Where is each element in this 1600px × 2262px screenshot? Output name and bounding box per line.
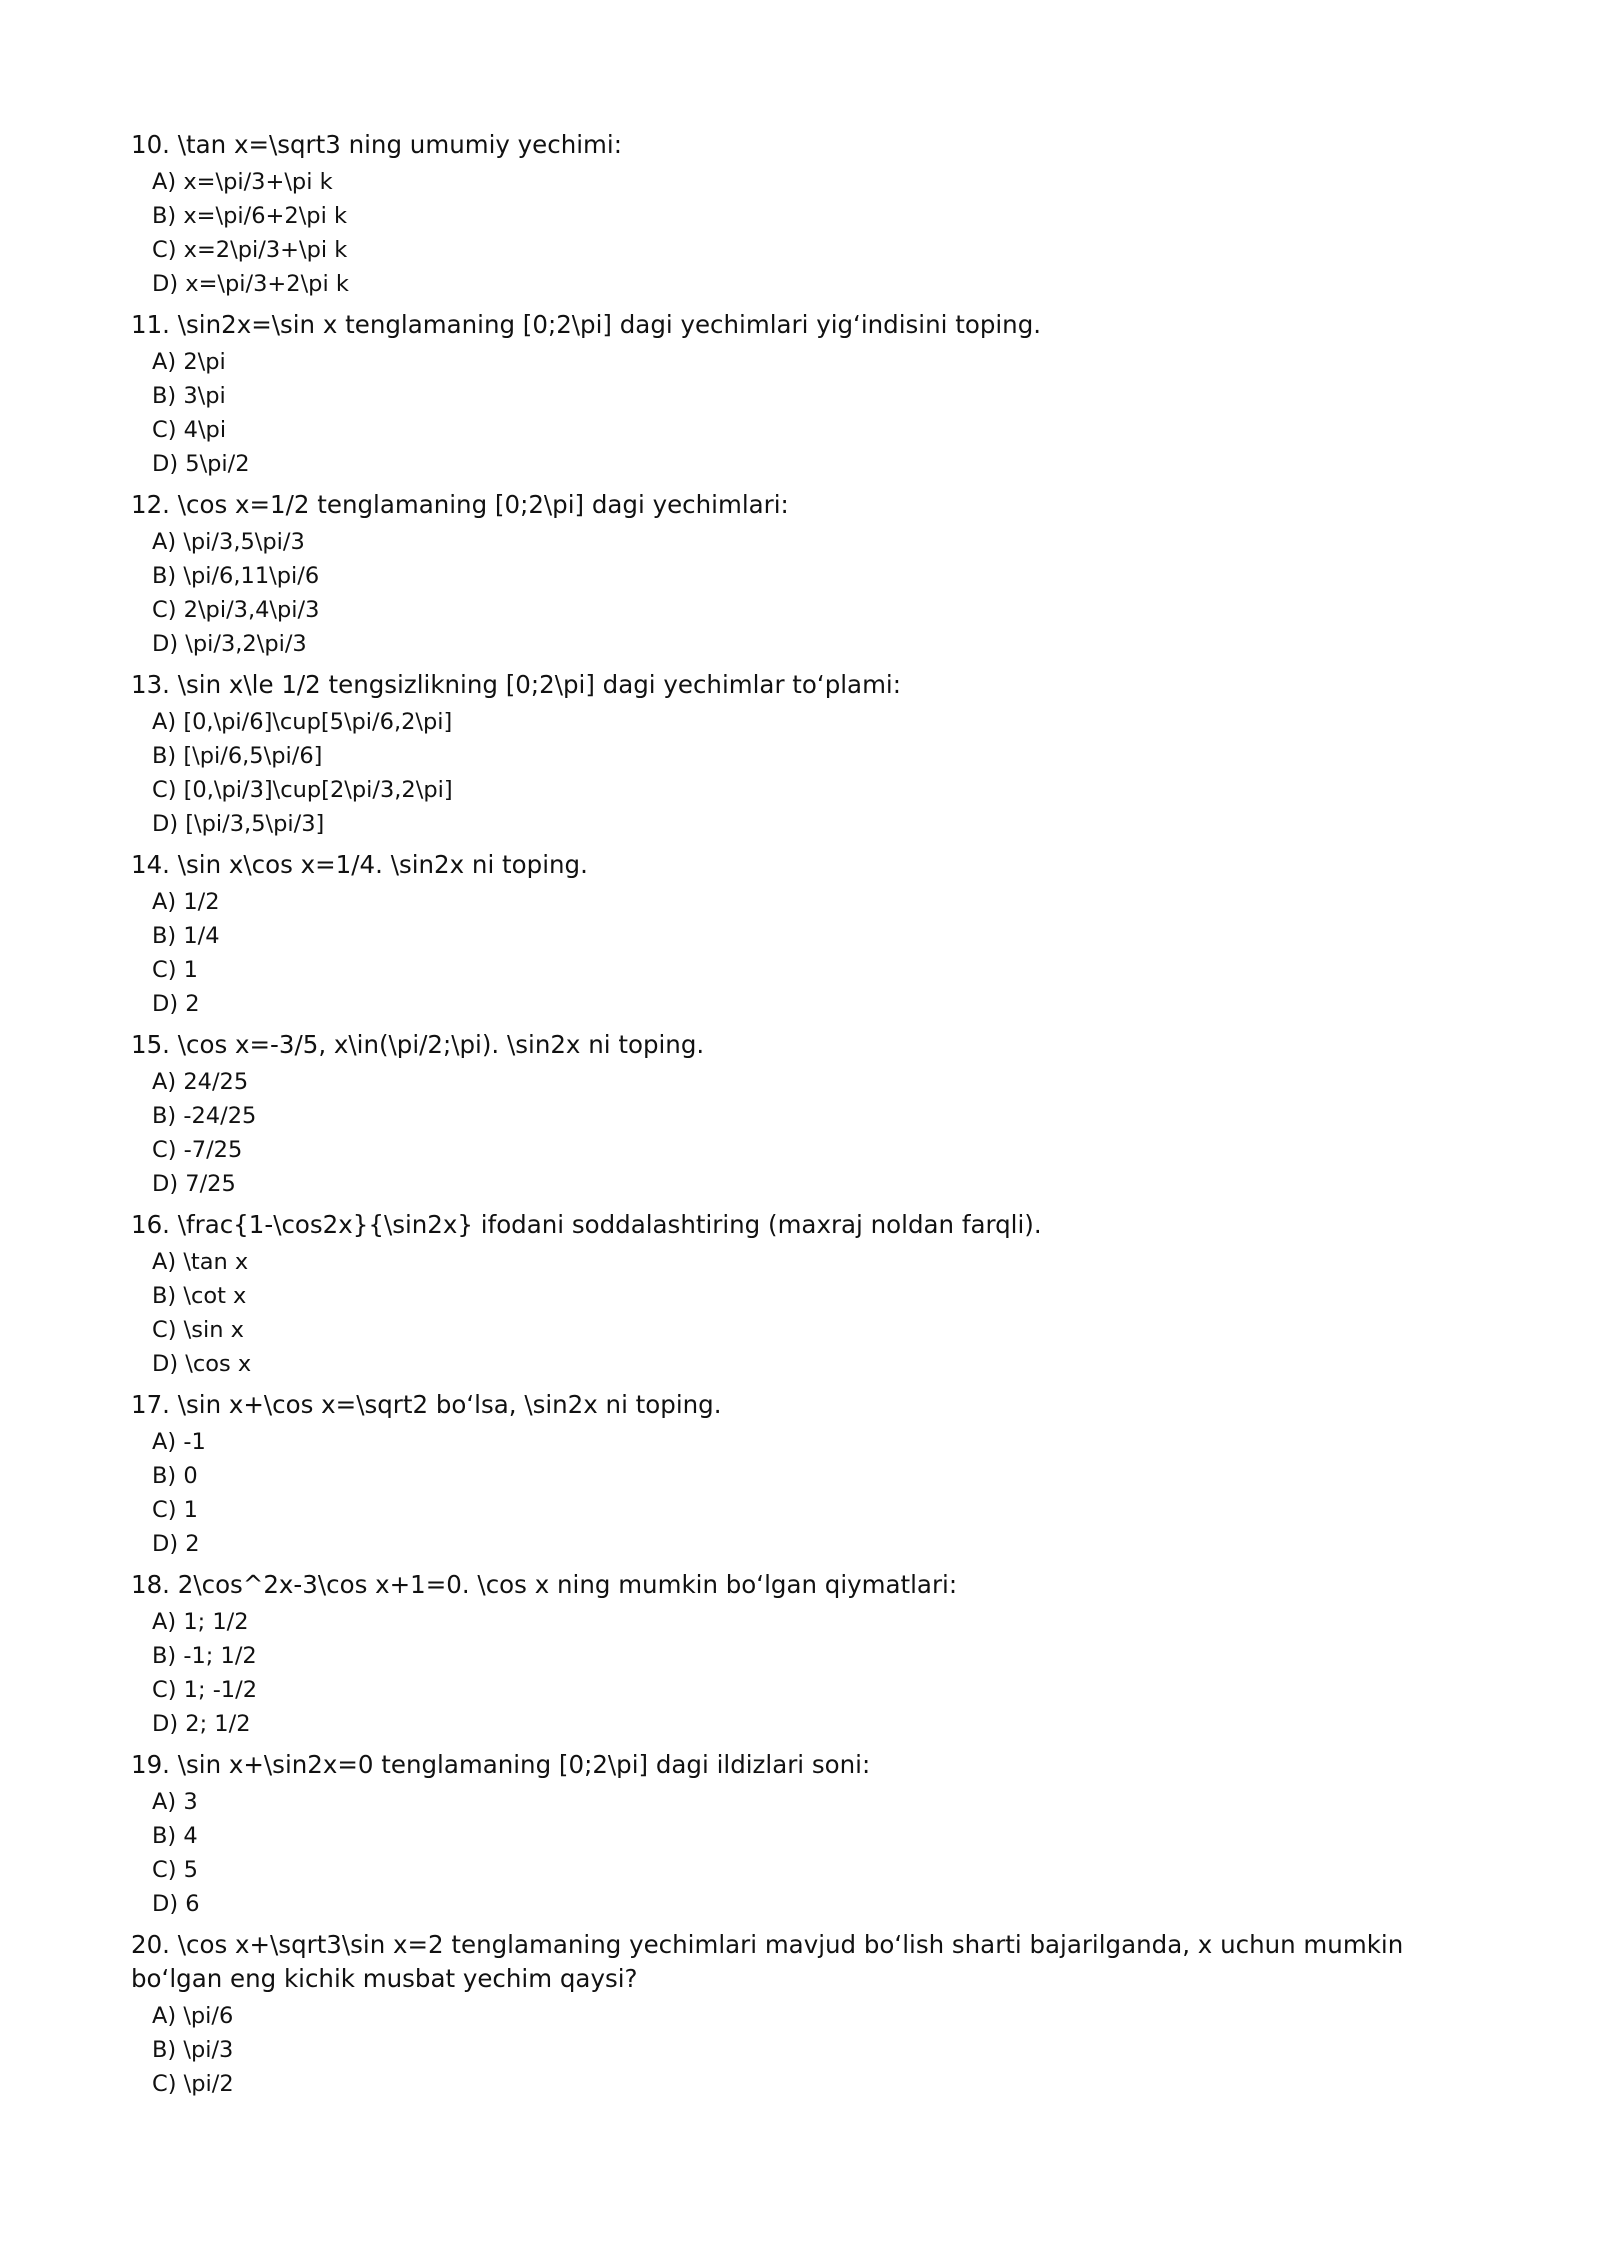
answer-options [131, 1245, 1461, 1381]
answer-option: B) \pi/6,11\pi/6 [152, 563, 320, 589]
question-text: 16. \frac{1-\cos2x}{\sin2x} ifodani soddalashtiring (maxraj noldan farqli). [131, 1210, 1042, 1239]
answer-option: C) 2\pi/3,4\pi/3 [152, 597, 320, 623]
answer-option: B) \pi/3 [152, 2037, 234, 2063]
answer-option: C) -7/25 [152, 1137, 243, 1163]
answer-option: C) 1 [152, 957, 198, 983]
answer-option: B) -1; 1/2 [152, 1643, 257, 1669]
answer-option: B) 3\pi [152, 383, 226, 409]
answer-option: D) 5\pi/2 [152, 451, 250, 477]
answer-option: B) 4 [152, 1823, 198, 1849]
answer-options [131, 1425, 1461, 1561]
answer-option: A) 24/25 [152, 1069, 249, 1095]
answer-option: B) \cot x [152, 1283, 247, 1309]
answer-option: A) [0,\pi/6]\cup[5\pi/6,2\pi] [152, 709, 453, 735]
answer-options [131, 1605, 1461, 1741]
question-block [131, 848, 1461, 1021]
answer-option: A) x=\pi/3+\pi k [152, 169, 333, 195]
answer-options [131, 165, 1461, 301]
question-text: 10. \tan x=\sqrt3 ning umumiy yechimi: [131, 130, 622, 159]
question-text: 12. \cos x=1/2 tenglamaning [0;2\pi] dagi yechimlari: [131, 490, 789, 519]
answer-option: C) 1 [152, 1497, 198, 1523]
question-text: 11. \sin2x=\sin x tenglamaning [0;2\pi] dagi yechimlari yig‘indisini toping. [131, 310, 1042, 339]
answer-option: C) [0,\pi/3]\cup[2\pi/3,2\pi] [152, 777, 453, 803]
question-block [131, 488, 1461, 661]
question-text: 14. \sin x\cos x=1/4. \sin2x ni toping. [131, 850, 588, 879]
answer-option: B) -24/25 [152, 1103, 257, 1129]
answer-options [131, 345, 1461, 481]
question-text: 15. \cos x=-3/5, x\in(\pi/2;\pi). \sin2x ni toping. [131, 1030, 705, 1059]
answer-options [131, 1065, 1461, 1201]
answer-option: A) \pi/3,5\pi/3 [152, 529, 305, 555]
question-text: 18. 2\cos^2x-3\cos x+1=0. \cos x ning mumkin bo‘lgan qiymatlari: [131, 1570, 958, 1599]
answer-option: A) 3 [152, 1789, 198, 1815]
answer-option: D) x=\pi/3+2\pi k [152, 271, 349, 297]
answer-options [131, 1785, 1461, 1921]
question-block [131, 1388, 1461, 1561]
answer-option: C) 5 [152, 1857, 198, 1883]
answer-option: A) -1 [152, 1429, 206, 1455]
question-text: 17. \sin x+\cos x=\sqrt2 bo‘lsa, \sin2x ni toping. [131, 1390, 722, 1419]
document-page [131, 128, 1461, 2108]
answer-option: C) \pi/2 [152, 2071, 234, 2097]
question-block [131, 1748, 1461, 1921]
answer-option: D) 2; 1/2 [152, 1711, 251, 1737]
answer-option: A) 2\pi [152, 349, 226, 375]
answer-option: A) 1/2 [152, 889, 220, 915]
answer-option: D) 7/25 [152, 1171, 236, 1197]
answer-option: C) 1; -1/2 [152, 1677, 258, 1703]
answer-option: C) 4\pi [152, 417, 227, 443]
question-block [131, 1928, 1461, 2101]
answer-option: D) 2 [152, 1531, 200, 1557]
answer-option: B) [\pi/6,5\pi/6] [152, 743, 323, 769]
answer-option: D) 6 [152, 1891, 200, 1917]
answer-option: B) 1/4 [152, 923, 220, 949]
question-text: 13. \sin x\le 1/2 tengsizlikning [0;2\pi] dagi yechimlar to‘plami: [131, 670, 901, 699]
answer-options [131, 525, 1461, 661]
question-block [131, 128, 1461, 301]
answer-option: B) x=\pi/6+2\pi k [152, 203, 348, 229]
question-block [131, 1028, 1461, 1201]
question-block [131, 1208, 1461, 1381]
question-text: 19. \sin x+\sin2x=0 tenglamaning [0;2\pi] dagi ildizlari soni: [131, 1750, 871, 1779]
answer-options [131, 705, 1461, 841]
question-text: 20. \cos x+\sqrt3\sin x=2 tenglamaning yechimlari mavjud bo‘lish sharti bajarilganda, x uchun mumkin bo‘lgan eng kichik musbat yechim qaysi? [131, 1930, 1404, 1993]
answer-options [131, 1999, 1461, 2101]
answer-option: A) 1; 1/2 [152, 1609, 249, 1635]
answer-option: D) \cos x [152, 1351, 252, 1377]
answer-option: A) \tan x [152, 1249, 249, 1275]
answer-option: C) \sin x [152, 1317, 244, 1343]
question-block [131, 308, 1461, 481]
answer-options [131, 885, 1461, 1021]
answer-option: C) x=2\pi/3+\pi k [152, 237, 348, 263]
answer-option: A) \pi/6 [152, 2003, 234, 2029]
answer-option: D) [\pi/3,5\pi/3] [152, 811, 325, 837]
answer-option: D) \pi/3,2\pi/3 [152, 631, 307, 657]
question-block [131, 1568, 1461, 1741]
answer-option: B) 0 [152, 1463, 198, 1489]
question-block [131, 668, 1461, 841]
answer-option: D) 2 [152, 991, 200, 1017]
